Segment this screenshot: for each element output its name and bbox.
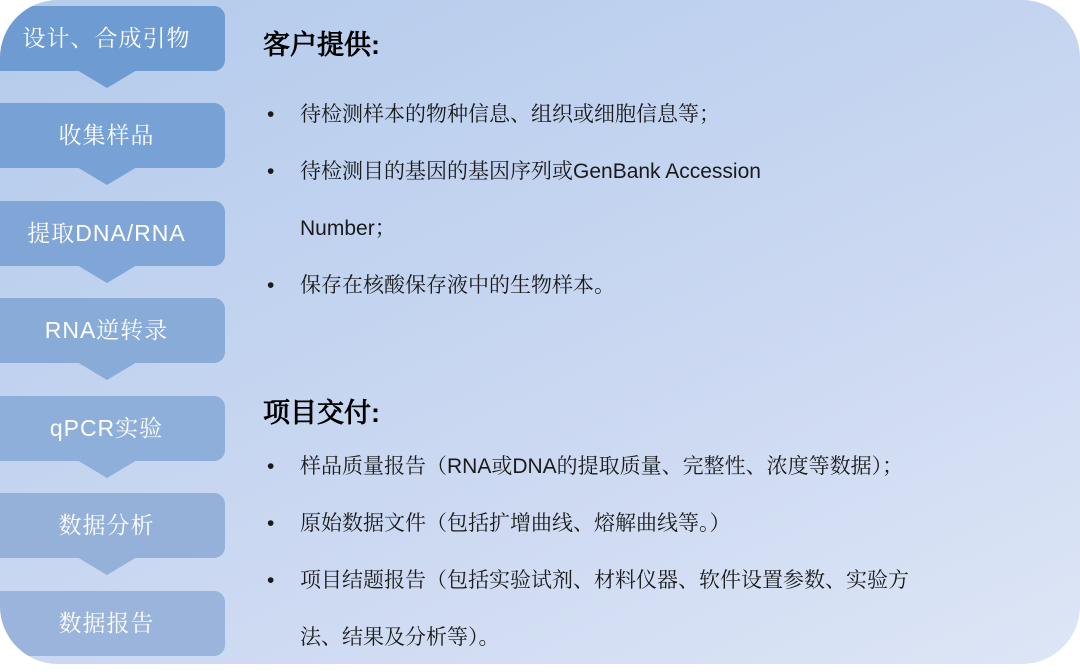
- step-label: 提取DNA/RNA: [27, 220, 186, 246]
- customer-provides-list: [263, 86, 783, 314]
- workflow-step-extract-dna-rna: [0, 201, 225, 266]
- main-content: [263, 0, 1050, 664]
- workflow-step-design-primers: [0, 6, 225, 71]
- bullet-item: • 原始数据文件（包括扩增曲线、熔解曲线等。）: [263, 495, 923, 552]
- step-label: 收集样品: [58, 122, 155, 148]
- step-label: 设计、合成引物: [22, 25, 191, 51]
- bullet-item: • 保存在核酸保存液中的生物样本。: [263, 257, 783, 314]
- step-label: qPCR实验: [49, 415, 164, 441]
- bullet-item: • 待检测目的基因的基因序列或GenBank Accession Number；: [263, 143, 783, 257]
- workflow-steps: [0, 0, 240, 664]
- project-delivery-list: [263, 438, 923, 664]
- bullet-item: • 样品质量报告（RNA或DNA的提取质量、完整性、浓度等数据）；: [263, 438, 923, 495]
- workflow-step-data-analysis: [0, 493, 225, 558]
- step-label: RNA逆转录: [44, 317, 169, 343]
- workflow-step-data-report: [0, 591, 225, 656]
- section-heading-project-delivery: 项目交付:: [263, 398, 380, 428]
- bullet-item: • 项目结题报告（包括实验试剂、材料仪器、软件设置参数、实验方法、结果及分析等）。: [263, 552, 923, 664]
- workflow-step-qpcr-experiment: [0, 396, 225, 461]
- section-heading-customer-provides: 客户提供:: [263, 30, 380, 60]
- bullet-item: • 待检测样本的物种信息、组织或细胞信息等；: [263, 86, 783, 143]
- workflow-step-collect-samples: [0, 103, 225, 168]
- step-label: 数据分析: [58, 512, 155, 538]
- workflow-step-rna-reverse-transcription: [0, 298, 225, 363]
- step-label: 数据报告: [58, 610, 155, 636]
